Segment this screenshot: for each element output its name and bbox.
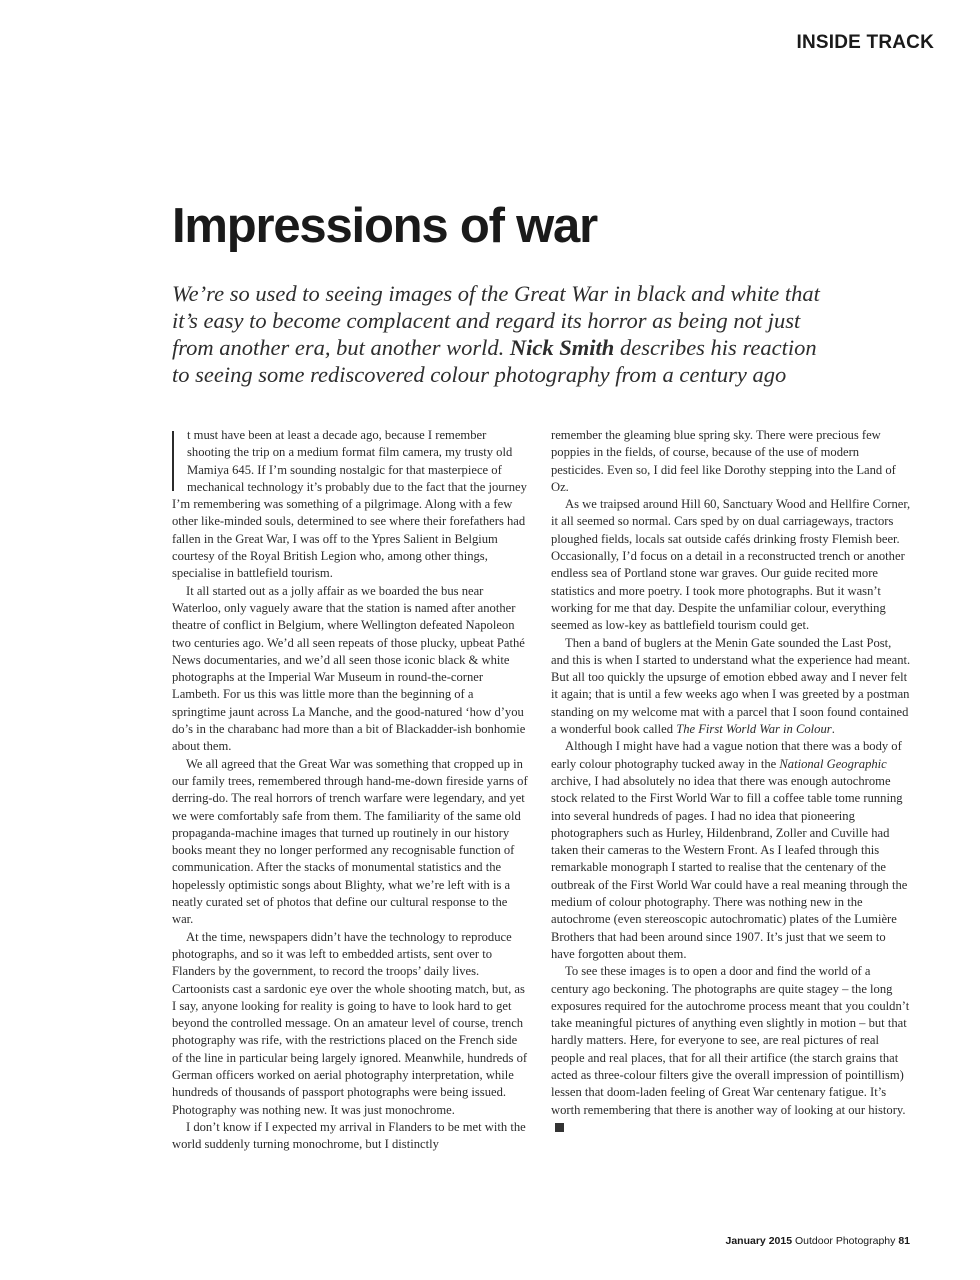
article-headline: Impressions of war <box>172 199 597 253</box>
standfirst-outro: describes his reaction to seeing some rediscovered colour photography from a century ago <box>172 335 817 387</box>
body-column-left <box>172 427 530 1153</box>
body-paragraph <box>551 635 911 739</box>
body-paragraph <box>551 963 911 1136</box>
standfirst-intro: We’re so used to seeing images of the Great War in black and white that it’s easy to become complacent and regard its horror as being not just from another era, but another world. <box>172 281 820 360</box>
page-number: 81 <box>898 1235 910 1247</box>
body-paragraph: I don’t know if I expected my arrival in Flanders to be met with the world suddenly turning monochrome, but I distinctly <box>172 1119 526 1152</box>
magazine-name: Outdoor Photography <box>794 1235 896 1247</box>
end-of-article-icon <box>555 1123 564 1132</box>
body-paragraph-text: t must have been at least a decade ago, because I remember shooting the trip on a medium format film camera, my trusty old Mamiya 645. If I’m sounding nostalgic for that masterpiece of mechanical technology it’s probably due to the fact that the journey I’m remembering was something of a pilgrimage. Along with a few other like-minded souls, determined to see where their forefathers had fallen in the Great War, I was off to the Ypres Salient in Belgium courtesy of the Royal British Legion who, among other things, specialise in battlefield tourism. <box>172 428 527 581</box>
body-paragraph: We all agreed that the Great War was something that cropped up in our family trees, remembered through hand-me-down fireside yarns of derring-do. The real horrors of trench warfare were legendary, and yet we were comfortably safe from them. The familiarity of the same old propaganda-machine images that turned up routinely in our history books meant they no longer performed any recognisable function of communication. After the stacks of monumental statistics and the hopelessly optimistic songs about Blighty, what we’re left with is a neatly curated set of photos that define our cultural response to the war. <box>172 756 528 927</box>
body-paragraph: It all started out as a jolly affair as we boarded the bus near Waterloo, only vaguely aware that the station is named after another theatre of conflict in Belgium, where Wellington defeated Napoleon two centuries ago. We’d all seen repeats of those plucky, upbeat Pathé News documentaries, and we’d all seen those iconic black & white photographs at the Imperial War Museum in round-the-corner Lambeth. For us this was little more than the beginning of a springtime jaunt across La Manche, and the good-natured ‘how d’you do’s in the charabanc had more than a bit of Blackadder-ish bonhomie about them. <box>172 583 526 754</box>
body-column-right <box>551 427 911 1136</box>
author-name: Nick Smith <box>509 335 615 360</box>
body-paragraph-text: Then a band of buglers at the Menin Gate sounded the Last Post, and this is when I started to understand what the experience had meant. But all too quickly the upsurge of emotion ebbed away and I never felt it again; that is until a few weeks ago when I was greeted by a postman standing on my welcome mat with a parcel that I soon found contained a wonderful book called <box>551 635 911 737</box>
standfirst <box>172 280 832 388</box>
section-label: INSIDE TRACK <box>796 32 934 53</box>
body-paragraph-text: Although I might have had a vague notion that there was a body of early colour photography tucked away in the <box>551 739 902 771</box>
book-title: The First World War in Colour <box>676 722 832 737</box>
publication-name: National Geographic <box>779 756 887 771</box>
body-paragraph: As we traipsed around Hill 60, Sanctuary Wood and Hellfire Corner, it all seemed so normal. Cars sped by on dual carriageways, tractors ploughed fields, locals sat outside cafés drinking frosty Flemish beer. Occasionally, I’d focus on a detail in a reconstructed trench or another endless sea of Portland stone war graves. Our guide recited more statistics and more poetry. I took more photographs. But it wasn’t working for me that day. Despite the unfamiliar colour, everything seemed as low-key as battlefield tourism could get. <box>551 497 911 633</box>
body-paragraph-text: archive, I had absolutely no idea that there was enough autochrome stock related to the First World War to fill a coffee table tome running into several hundreds of pages. I had no idea that pioneering photographers such as Hurley, Hildenbrand, Zoller and Cuville had taken their cameras to the Western Front. As I leafed through this remarkable monograph I started to realise that the centenary of the outbreak of the First World War could have a real meaning through the medium of colour photography. There was nothing new in the autochrome (even stereoscopic autochromatic) plates of the Lumière Brothers that had been around since 1907. It’s just that we seem to have forgotten about them. <box>551 773 908 961</box>
issue-date: January 2015 <box>725 1235 793 1247</box>
body-paragraph: At the time, newspapers didn’t have the technology to reproduce photographs, and so it was left to embedded artists, sent over to Flanders by the government, to record the troops’ daily lives. Cartoonists cast a sardonic eye over the whole shooting match, but, as I say, anyone looking for reality is going to have to look hard to get beyond the controlled message. On an amateur level of course, trench photography was rife, with the restrictions placed on the French side of the line in particular being largely ignored. Meanwhile, hundreds of German officers worked on aerial photography interpretation, while hundreds of thousands of passport photographs were being issued. Photography was nothing new. It was just monochrome. <box>172 929 528 1117</box>
page-footer <box>726 1235 911 1247</box>
body-paragraph <box>551 738 911 963</box>
body-paragraph: remember the gleaming blue spring sky. There were precious few poppies in the fields, of course, because of the use of modern pesticides. Even so, I did feel like Dorothy stepping into the Land of Oz. <box>551 428 896 494</box>
body-paragraph-text: To see these images is to open a door and find the world of a century ago beckoning. The photographs are quite stagey – the long exposures required for the autochrome process meant that you couldn’t take meaningful pictures of anything even slightly in motion – but that hardly matters. Here, for everyone to see, are real pictures of real people and real places, that for all their artifice (the starch grains that acted as three-colour filters give the overall impression of pointillism) lessen that doom-laden feeling of Great War centenary fatigue. It’s worth remembering that there is another way of looking at our history. <box>551 964 910 1117</box>
drop-cap <box>172 431 181 491</box>
body-paragraph <box>172 427 530 583</box>
sentence-end: . <box>831 722 835 737</box>
